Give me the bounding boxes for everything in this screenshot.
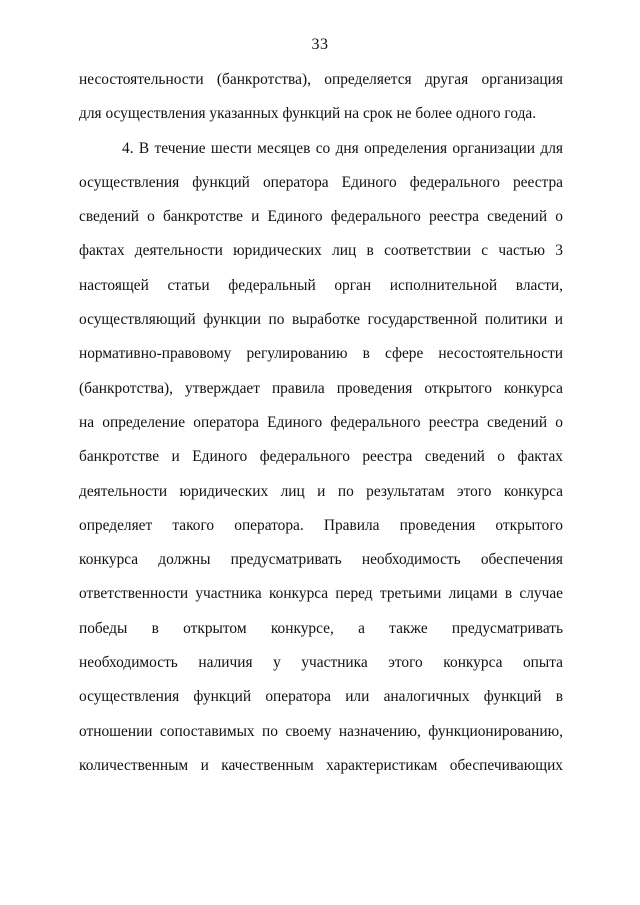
text-line: настоящей статьи федеральный орган исполнительной власти, (79, 276, 563, 294)
text-line: победы в открытом конкурсе, а также предусматривать (79, 619, 563, 637)
text-line: определяет такого оператора. Правила проведения открытого (79, 516, 563, 534)
text-line: 4. В течение шести месяцев со дня определения организации для (122, 139, 563, 157)
text-line: банкротстве и Единого федерального реестра сведений о фактах (79, 448, 563, 466)
text-line: на определение оператора Единого федерального реестра сведений о (79, 413, 563, 431)
text-line: отношении сопоставимых по своему назначению, функционированию, (79, 722, 563, 740)
text-line: (банкротства), утверждает правила проведения открытого конкурса (79, 379, 563, 397)
text-line: осуществления функций оператора или аналогичных функций в (79, 688, 563, 706)
text-line: для осуществления указанных функций на срок не более одного года. (79, 105, 537, 123)
text-line: сведений о банкротстве и Единого федерального реестра сведений о (79, 208, 563, 226)
page-number: 33 (311, 36, 329, 53)
text-line: деятельности юридических лиц и по результатам этого конкурса (79, 482, 563, 500)
text-line: необходимость наличия у участника этого конкурса опыта (79, 654, 563, 672)
text-line: фактах деятельности юридических лиц в соответствии с частью 3 (79, 242, 563, 260)
paragraph-continued (79, 70, 563, 139)
text-line: количественным и качественным характеристикам обеспечивающих (79, 756, 563, 774)
document-body (79, 70, 563, 790)
paragraph-4 (79, 139, 563, 791)
text-line: осуществления функций оператора Единого федерального реестра (79, 173, 563, 191)
text-line: ответственности участника конкурса перед третьими лицами в случае (79, 585, 563, 603)
text-line: нормативно-правовому регулированию в сфере несостоятельности (79, 345, 563, 363)
text-line: осуществляющий функции по выработке государственной политики и (79, 311, 563, 329)
text-line: конкурса должны предусматривать необходимость обеспечения (79, 551, 563, 569)
text-line: несостоятельности (банкротства), определяется другая организация (79, 71, 563, 88)
